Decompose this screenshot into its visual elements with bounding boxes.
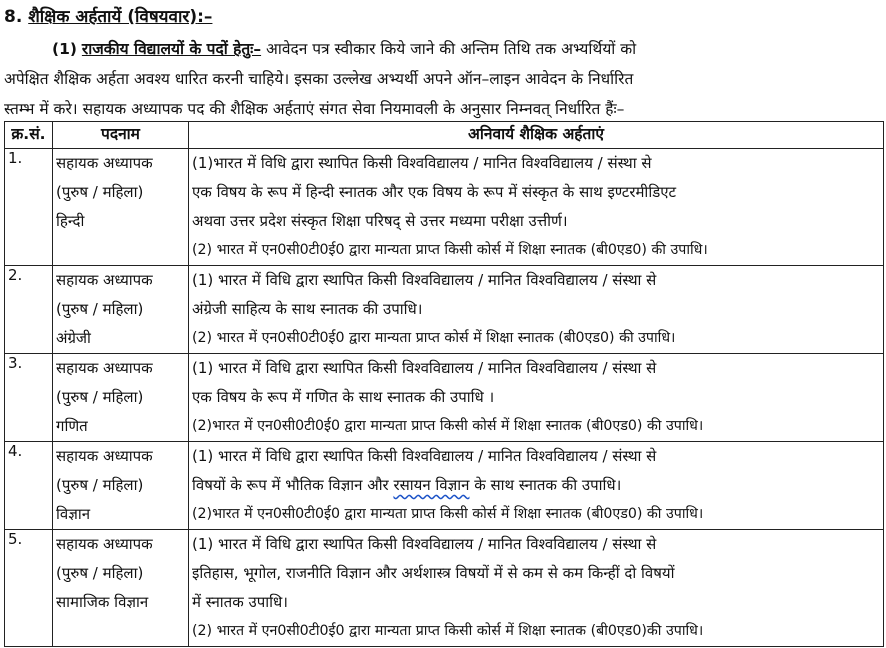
row-qualification	[189, 354, 884, 442]
row-qualification	[189, 530, 884, 647]
qual-text: के साथ स्नातक की उपाधि।	[469, 476, 622, 494]
qual-line: इतिहास, भूगोल, राजनीति विज्ञान और अर्थशास्त्र विषयों में से कम से कम किन्हीं दो विषयों	[192, 564, 675, 582]
post-title: सहायक अध्यापक	[56, 447, 153, 465]
post-title: सहायक अध्यापक	[56, 359, 153, 377]
qual-line: (2) भारत में एन0सी0टी0ई0 द्वारा मान्यता प्राप्त किसी कोर्स में शिक्षा स्नातक (बी0एड0) की उपाधि।	[192, 242, 708, 258]
row-serial: 1.	[5, 149, 53, 266]
qual-line	[192, 471, 880, 500]
section-title: शैक्षिक अर्हतायें (विषयवार)	[28, 7, 198, 27]
post-subject: सामाजिक विज्ञान	[56, 593, 149, 611]
post-title: सहायक अध्यापक	[56, 535, 153, 553]
qual-line: अथवा उत्तर प्रदेश संस्कृत शिक्षा परिषद् से उत्तर मध्यमा परीक्षा उत्तीर्ण।	[192, 212, 568, 230]
qual-line: (1) भारत में विधि द्वारा स्थापित किसी विश्वविद्यालय / मानित विश्वविद्यालय / संस्था से	[192, 359, 657, 377]
sub-title: राजकीय विद्यालयों के पदों हेतुः–	[81, 40, 262, 58]
qual-line: (2)भारत में एन0सी0टी0ई0 द्वारा मान्यता प्राप्त किसी कोर्स में शिक्षा स्नातक (बी0एड0) की उपाधि।	[192, 506, 704, 522]
post-subject: हिन्दी	[56, 212, 85, 230]
post-gender: (पुरुष / महिला)	[56, 300, 144, 318]
post-gender: (पुरुष / महिला)	[56, 388, 144, 406]
qual-line: अंग्रेजी साहित्य के साथ स्नातक की उपाधि।	[192, 300, 423, 318]
post-title: सहायक अध्यापक	[56, 154, 153, 172]
header-qualification: अनिवार्य शैक्षिक अर्हताएं	[189, 122, 884, 149]
qual-text: विषयों के रूप में भौतिक विज्ञान और	[192, 476, 394, 494]
row-serial: 2.	[5, 266, 53, 354]
table-header-row	[5, 122, 884, 149]
qual-line: (1)भारत में विधि द्वारा स्थापित किसी विश्वविद्यालय / मानित विश्वविद्यालय / संस्था से	[192, 154, 652, 172]
header-serial: क्र.सं.	[5, 122, 53, 149]
row-post	[53, 530, 189, 647]
intro-line-2: अपेक्षित शैक्षिक अर्हता अवश्य धारित करनी चाहिये। इसका उल्लेख अभ्यर्थी अपने ऑन–लाइन आवेदन के निर्धारित	[4, 70, 634, 88]
table-row	[5, 442, 884, 530]
qual-line: (1) भारत में विधि द्वारा स्थापित किसी विश्वविद्यालय / मानित विश्वविद्यालय / संस्था से	[192, 535, 657, 553]
post-subject: विज्ञान	[56, 505, 91, 523]
intro-line-1-text: आवेदन पत्र स्वीकार किये जाने की अन्तिम तिथि तक अभ्यर्थियों को	[266, 40, 637, 58]
qual-line: (2) भारत में एन0सी0टी0ई0 द्वारा मान्यता प्राप्त कोर्स में शिक्षा स्नातक (बी0एड0) की उपाधि।	[192, 330, 676, 346]
row-serial: 4.	[5, 442, 53, 530]
spellcheck-marked-text: रसायन विज्ञान	[393, 476, 470, 494]
intro-line-1	[4, 34, 882, 64]
row-qualification	[189, 149, 884, 266]
qual-line: एक विषय के रूप में हिन्दी स्नातक और एक विषय के रूप में संस्कृत के साथ इण्टरमीडिएट	[192, 183, 677, 201]
qual-line: (2)भारत में एन0सी0टी0ई0 द्वारा मान्यता प्राप्त किसी कोर्स में शिक्षा स्नातक (बी0एड0) की उपाधि।	[192, 418, 704, 434]
row-serial: 3.	[5, 354, 53, 442]
qual-line: (1) भारत में विधि द्वारा स्थापित किसी विश्वविद्यालय / मानित विश्वविद्यालय / संस्था से	[192, 271, 657, 289]
qual-line: में स्नातक उपाधि।	[192, 593, 288, 611]
row-qualification	[189, 442, 884, 530]
qual-line: एक विषय के रूप में गणित के साथ स्नातक की उपाधि ।	[192, 388, 495, 406]
row-post	[53, 442, 189, 530]
table-row	[5, 354, 884, 442]
qual-line: (2) भारत में एन0सी0टी0ई0 द्वारा मान्यता प्राप्त किसी कोर्स में शिक्षा स्नातक (बी0एड0)की उपाधि।	[192, 623, 704, 639]
intro-paragraph	[4, 34, 882, 124]
post-gender: (पुरुष / महिला)	[56, 476, 144, 494]
qual-line: (1) भारत में विधि द्वारा स्थापित किसी विश्वविद्यालय / मानित विश्वविद्यालय / संस्था से	[192, 447, 657, 465]
row-serial: 5.	[5, 530, 53, 647]
section-title-suffix: :–	[197, 7, 213, 27]
table-row	[5, 530, 884, 647]
post-gender: (पुरुष / महिला)	[56, 183, 144, 201]
post-title: सहायक अध्यापक	[56, 271, 153, 289]
post-subject: गणित	[56, 417, 88, 435]
post-subject: अंग्रेजी	[56, 329, 91, 347]
header-post: पदनाम	[53, 122, 189, 149]
row-post	[53, 354, 189, 442]
post-gender: (पुरुष / महिला)	[56, 564, 144, 582]
section-number: 8.	[4, 7, 23, 27]
row-qualification	[189, 266, 884, 354]
intro-line-3: स्तम्भ में करे। सहायक अध्यापक पद की शैक्षिक अर्हताएं संगत सेवा नियमावली के अनुसार निम्नवत् निर्धारित हैंः–	[4, 100, 625, 118]
section-heading	[4, 4, 212, 27]
qualifications-table	[4, 121, 884, 647]
sub-number: (1)	[52, 40, 77, 58]
row-post	[53, 149, 189, 266]
table-row	[5, 266, 884, 354]
table-row	[5, 149, 884, 266]
row-post	[53, 266, 189, 354]
